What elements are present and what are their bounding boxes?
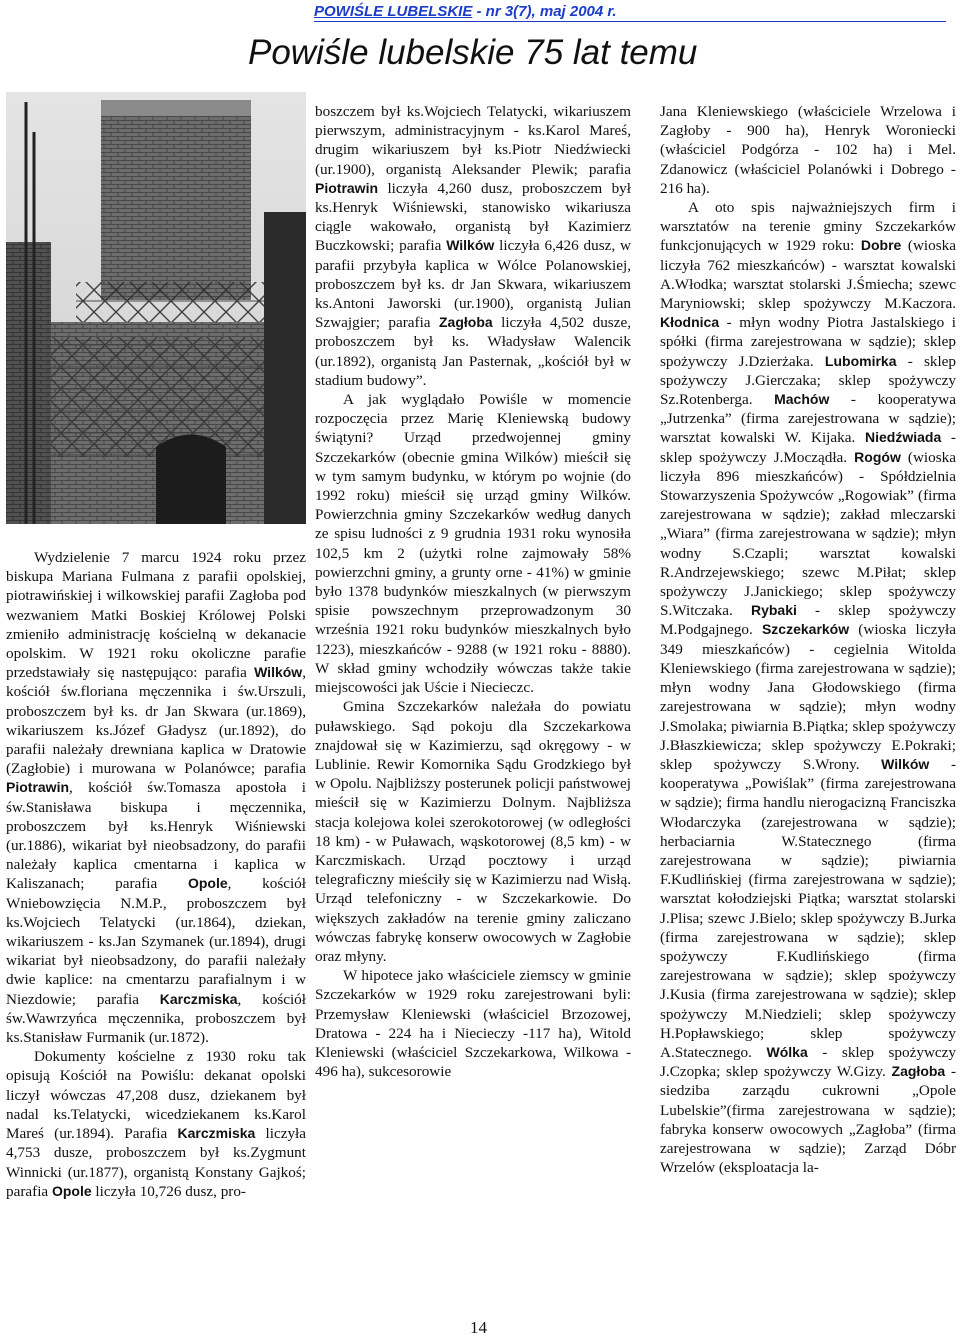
page-number: 14 [470,1318,487,1337]
paragraph: Wydzielenie 7 marcu 1924 roku przez biskupa Mariana Fulmana z parafii opolskiej, piotrawińskiej i wilkowskiej parafii Zagłoba pod wezwaniem Matki Boskiej Królowej Polski zmieniło administrację kościelną w dekanacie opolskim. W 1921 roku okoliczne parafie przedstawiały się następująco: parafia Wilków, kościół św.floriana męczennika i św.Urszuli, proboszczem był ks. dr Jan Skwara (ur.1869), wikariuszem ks.Józef Gładysz (ur.1892), do parafii należały drewniana kaplica w Dratowie (Zagłobie) i murowana w Polanówce; parafia Piotrawin, kościół św.Tomasza apostoła i św.Stanisława biskupa i męczennika, proboszczem był ks.Henryk Wiśniewski (ur.1886), wikariat był nieobsadzony, do parafii należały kaplica cmentarna i kaplica w Kaliszanach; parafia Opole, kościół Wniebowzięcia N.M.P., proboszczem był ks.Wojciech Telatycki (ur.1864), dziekan, wikariuszem - ks.Jan Szymanek (ur.1894), drugi wikariat był nieobsadzony, do parafii należały dwie kaplice: na cmentarzu parafialnym i w Niezdowie; parafia Karczmiska, kościół św.Wawrzyńca męczennika, proboszczem był ks.Stanisław Furmanik (ur.1872). [6,549,306,1047]
publication-name[interactable]: POWIŚLE LUBELSKIE [314,3,473,20]
paragraph: Gmina Szczekarków należała do powiatu puławskiego. Sąd pokoju dla Szczekarkowa znajdował się w Kazimierzu, sąd okręgowy - w Lublinie. Rewir Komornika Sądu Grodzkiego był w Opolu. Najbliższy posterunek policji państwowej mieścił się w Kazimierzu Dolnym. Najbliższa stacja kolejowa kolei szerokotorowej (w odległości 18 km) - w Puławach, wąskotorowej (8,5 km) - w Karczmiskach. Urząd pocztowy i urząd telegraficzny mieściły się w Kazimierzu nad Wisłą. Urząd telefoniczny - w Szczekarkowie. Do większych zakładów na terenie gminy zaliczano wówczas fabrykę konserw owocowych w Zagłobie oraz młyny. [315,698,631,965]
photo-tower-construction [6,92,306,524]
column-3 [660,102,956,1177]
paragraph: W hipotece jako właściciele ziemscy w gminie Szczekarków w 1929 roku zarejestrowani byli: Przemysław Kleniewski (właściciel Brzozowej, Dratowa - 224 ha i Niecieczy -117 ha), Witold Kleniewski (właściciel Szczekarkowa, Wilkowa - 496 ha), sukcesorowie [315,967,631,1081]
running-header [314,3,946,22]
paragraph: A jak wyglądało Powiśle w momencie rozpoczęcia przez Marię Kleniewską budowy świątyni? Urząd przedwojennej gminy Szczekarków (obecnie gmina Wilków) mieścił się w tym samym budynku, w którym po wojnie (do 1992 roku) mieścił się urząd gminy Wilków. Powierzchnia gminy Szczekarków według danych ze spisu ludności z 9 grudnia 1931 roku wynosiła 102,5 km 2 (użytki rolne zajmowały 58% powierzchni gminy, a grunty orne - 41%) w gminie było 1378 budynków mieszkalnych (w pierwszym spisie powszechnym przeprowadzonym 30 września 1921 roku budynków mieszkalnych było 1223), mieszkańców - 9288 (w 1921 roku - 8880). W skład gminy wchodziły wówczas także takie miejscowości jak Uście i Niecieczc. [315,391,631,697]
paragraph: Dokumenty kościelne z 1930 roku tak opisują Kościół na Powiślu: dekanat opolski liczył wówczas 47,208 dusz, dziekanem był nadal ks.Telatycki, wicedziekanem ks.Karol Mareś (ur.1894). Parafia Karczmiska liczyła 4,753 dusze, proboszczem był ks.Zygmunt Winnicki (ur.1877), organistą Konstany Gajkoś; parafia Opole liczyła 10,726 dusz, pro- [6,1048,306,1200]
photo-tower-construction-icon [6,92,306,524]
paragraph: boszczem był ks.Wojciech Telatycki, wikariuszem pierwszym, administracyjnym - ks.Karol Mareś, drugim wikariuszem był ks.Piotr Niedźwiecki (ur.1900), organistą Aleksander Plewik; parafia Piotrawin liczyła 4,260 dusz, proboszczem był ks.Henryk Wiśniewski, stanowisko wikariusza ciągle wakowało, organistą był Kazimierz Buczkowski; parafia Wilków liczyła 6,426 dusz, w parafii przybyła kaplica w Wólce Polanowskiej, proboszczem był ks. dr Jan Skwara, wikariuszem ks.Antoni Jaworski (ur.1900), organistą Julian Szwajgier; parafia Zagłoba liczyła 4,502 dusze, proboszczem był ks. Władysław Walencik (ur.1892), organistą Jan Pasternak, „kościół był w stadium budowy”. [315,103,631,389]
paragraph: Jana Kleniewskiego (właściciele Wrzelowa i Zagłoby - 900 ha), Henryk Woroniecki (właściciel Podgórza - 102 ha) i Mel. Zdanowicz (właściciel Polanówki i Dobrego - 216 ha). [660,103,956,197]
column-1 [6,548,306,1201]
column-2 [315,102,631,1081]
article-title: Powiśle lubelskie 75 lat temu [248,33,698,72]
issue-info: - nr 3(7), maj 2004 r. [472,3,617,20]
paragraph: A oto spis najważniejszych firm i warsztatów na terenie gminy Szczekarków funkcjonujących w 1929 roku: Dobre (wioska liczyła 762 mieszkańców) - warsztat kowalski A.Włodka; warsztat stolarski J.Śmiecha; szewc Maryniowski; sklep spożywczy M.Kaczora. Kłodnica - młyn wodny Piotra Jastalskiego i spółki (firma zarejestrowana w sądzie); sklep spożywczy J.Dzierżaka. Lubomirka - sklep spożywczy J.Gierczaka; sklep spożywczy Sz.Rotenberga. Machów - kooperatywa „Jutrzenka” (firma zarejestrowana w sądzie); warsztat kowalski W. Kijaka. Niedźwiada - sklep spożywczy J.Mocządła. Rogów (wioska liczyła 896 mieszkańców) - Spółdzielnia Stowarzyszenia Spożywców „Rogowiak” (firma zarejestrowana w sądzie); zakład mleczarski „Wiara” (firma zarejestrowana w sądzie); młyn wodny S.Czapli; warsztat kowalski R.Andrzejewskiego; szewc M.Piłat; sklep spożywczy J.Janickiego; sklep spożywczy S.Witczaka. Rybaki - sklep spożywczy M.Podgajnego. Szczekarków (wioska liczyła 349 mieszkańców) - cegielnia Witolda Kleniewskiego (firma zarejestrowana w sądzie); młyn wodny Jana Głodowskiego (firma zarejestrowana w sądzie); młyn wodny J.Smolaka; piwiarnia B.Piątka; sklep spożywczy J.Błaszkiewicza; sklep spożywczy E.Pokraki; sklep spożywczy S.Wrony. Wilków - kooperatywa „Powiślak” (firma zarejestrowana w sądzie); firma handlu nierogacizną Franciszka Włodarczyka (zarejestrowana w sądzie); herbaciarnia W.Statecznego (firma zarejestrowana w sądzie); piwiarnia F.Kudlińskiej (firma zarejestrowana w sądzie); warsztat kołodziejski Piątka; warsztat stolarski J.Plisa; szewc J.Bielo; sklep spożywczy B.Jurka (firma zarejestrowana w sądzie); sklep spożywczy F.Kudlińskiego (firma zarejestrowana w sądzie); sklep spożywczy J.Kusia (firma zarejestrowana w sądzie); sklep spożywczy M.Niedzieli; sklep spożywczy H.Popławskiego; sklep spożywczy A.Statecznego. Wólka - sklep spożywczy J.Czopka; sklep spożywczy W.Gizy. Zagłoba - siedziba zarządu cukrowni „Opole Lubelskie”(firma zarejestrowana w sądzie); fabryka konserw owocowych „Zagłoba” (firma zarejestrowana w sądzie); Zarząd Dóbr Wrzelów (eksploatacja la- [660,199,957,1177]
